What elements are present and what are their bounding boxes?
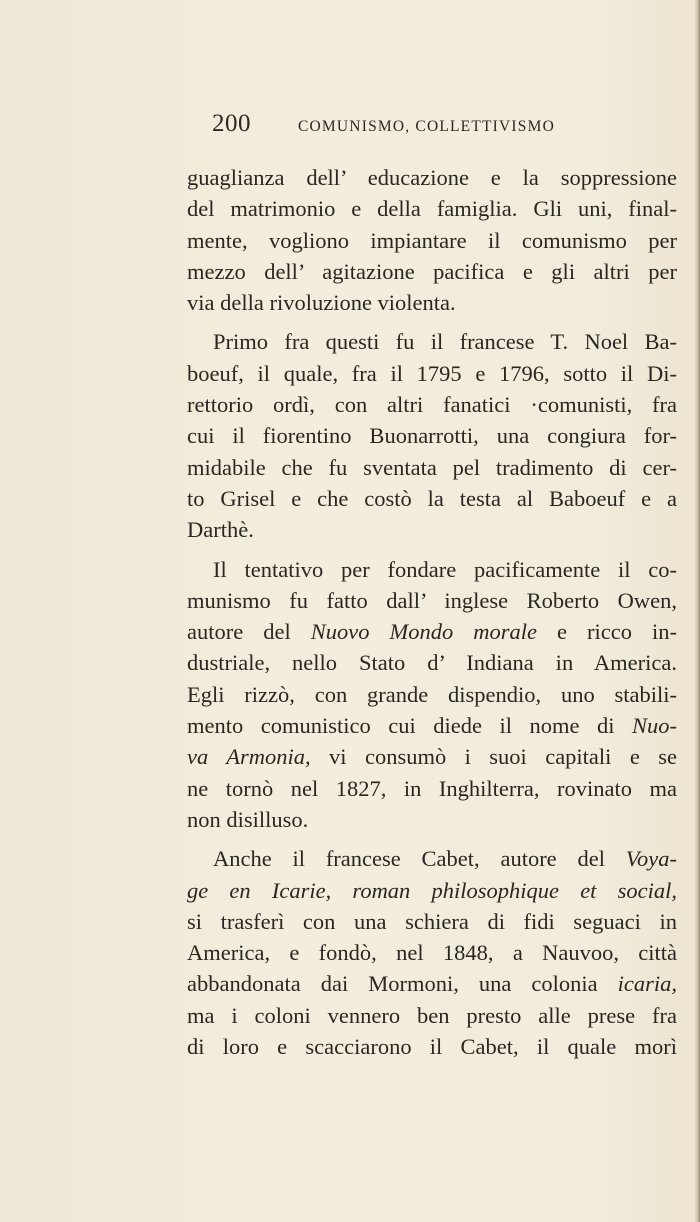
- running-head: COMUNISMO, COLLETTIVISMO: [298, 118, 555, 135]
- text-line: to Grisel e che costò la testa al Baboeuf e a: [187, 485, 677, 511]
- italic-title: Nuo-: [632, 713, 677, 739]
- text-fragment: vi consumò i suoi capitali e se: [310, 744, 677, 770]
- italic-word: icaria,: [617, 971, 677, 997]
- text-line: America, e fondò, nel 1848, a Nauvoo, città: [187, 940, 677, 966]
- text-line: [187, 843, 677, 874]
- text-line: ne tornò nel 1827, in Inghilterra, rovinato ma: [187, 775, 677, 801]
- text-fragment: e ricco in-: [537, 619, 677, 645]
- text-fragment: autore del: [187, 619, 311, 645]
- page-edge: [695, 0, 700, 1222]
- text-fragment: mento comunistico cui diede il nome di: [187, 713, 632, 739]
- text-line: [187, 875, 677, 906]
- text-line: mente, vogliono impiantare il comunismo per: [187, 227, 677, 253]
- text-line: dustriale, nello Stato d’ Indiana in America.: [187, 650, 677, 676]
- text-line: guaglianza dell’ educazione e la soppressione: [187, 165, 677, 190]
- page-number: 200: [212, 110, 251, 137]
- text-line: midabile che fu sventata pel tradimento di cer-: [187, 454, 677, 480]
- text-fragment: Anche il francese Cabet, autore del: [213, 846, 626, 872]
- text-line: ma i coloni vennero ben presto alle prese fra: [187, 1002, 677, 1028]
- italic-title: va Armonia,: [187, 744, 311, 770]
- text-line: Il tentativo per fondare pacificamente il co-: [213, 556, 677, 582]
- text-line: non disilluso.: [187, 806, 309, 832]
- text-line: [187, 741, 677, 772]
- text-line: mezzo dell’ agitazione pacifica e gli altri per: [187, 258, 677, 284]
- text-line: Egli rizzò, con grande dispendio, uno stabili-: [187, 681, 677, 707]
- text-line: Darthè.: [187, 517, 254, 543]
- text-line: [187, 968, 677, 999]
- text-fragment: abbandonata dai Mormoni, una colonia: [187, 971, 618, 997]
- italic-title: Nuovo Mondo morale: [310, 619, 537, 645]
- text-line: del matrimonio e della famiglia. Gli uni, final-: [187, 196, 677, 222]
- italic-title: ge en Icarie, roman philosophique et social,: [187, 877, 677, 903]
- text-line: rettorio ordì, con altri fanatici ·comunisti, fra: [187, 392, 677, 418]
- text-line: via della rivoluzione violenta.: [187, 290, 456, 316]
- page-header: [212, 110, 682, 142]
- text-line: [187, 710, 677, 741]
- text-line: munismo fu fatto dall’ inglese Roberto Owen,: [187, 587, 677, 613]
- italic-title: Voya-: [625, 846, 677, 872]
- text-line: Primo fra questi fu il francese T. Noel Ba-: [213, 329, 677, 355]
- body-text: [187, 162, 677, 1062]
- text-line: si trasferì con una schiera di fidi seguaci in: [187, 908, 677, 934]
- text-line: cui il fiorentino Buonarrotti, una congiura for-: [187, 423, 677, 449]
- text-line: [187, 616, 677, 647]
- text-line: di loro e scacciarono il Cabet, il quale morì: [187, 1034, 677, 1060]
- text-line: boeuf, il quale, fra il 1795 e 1796, sotto il Di-: [187, 360, 677, 386]
